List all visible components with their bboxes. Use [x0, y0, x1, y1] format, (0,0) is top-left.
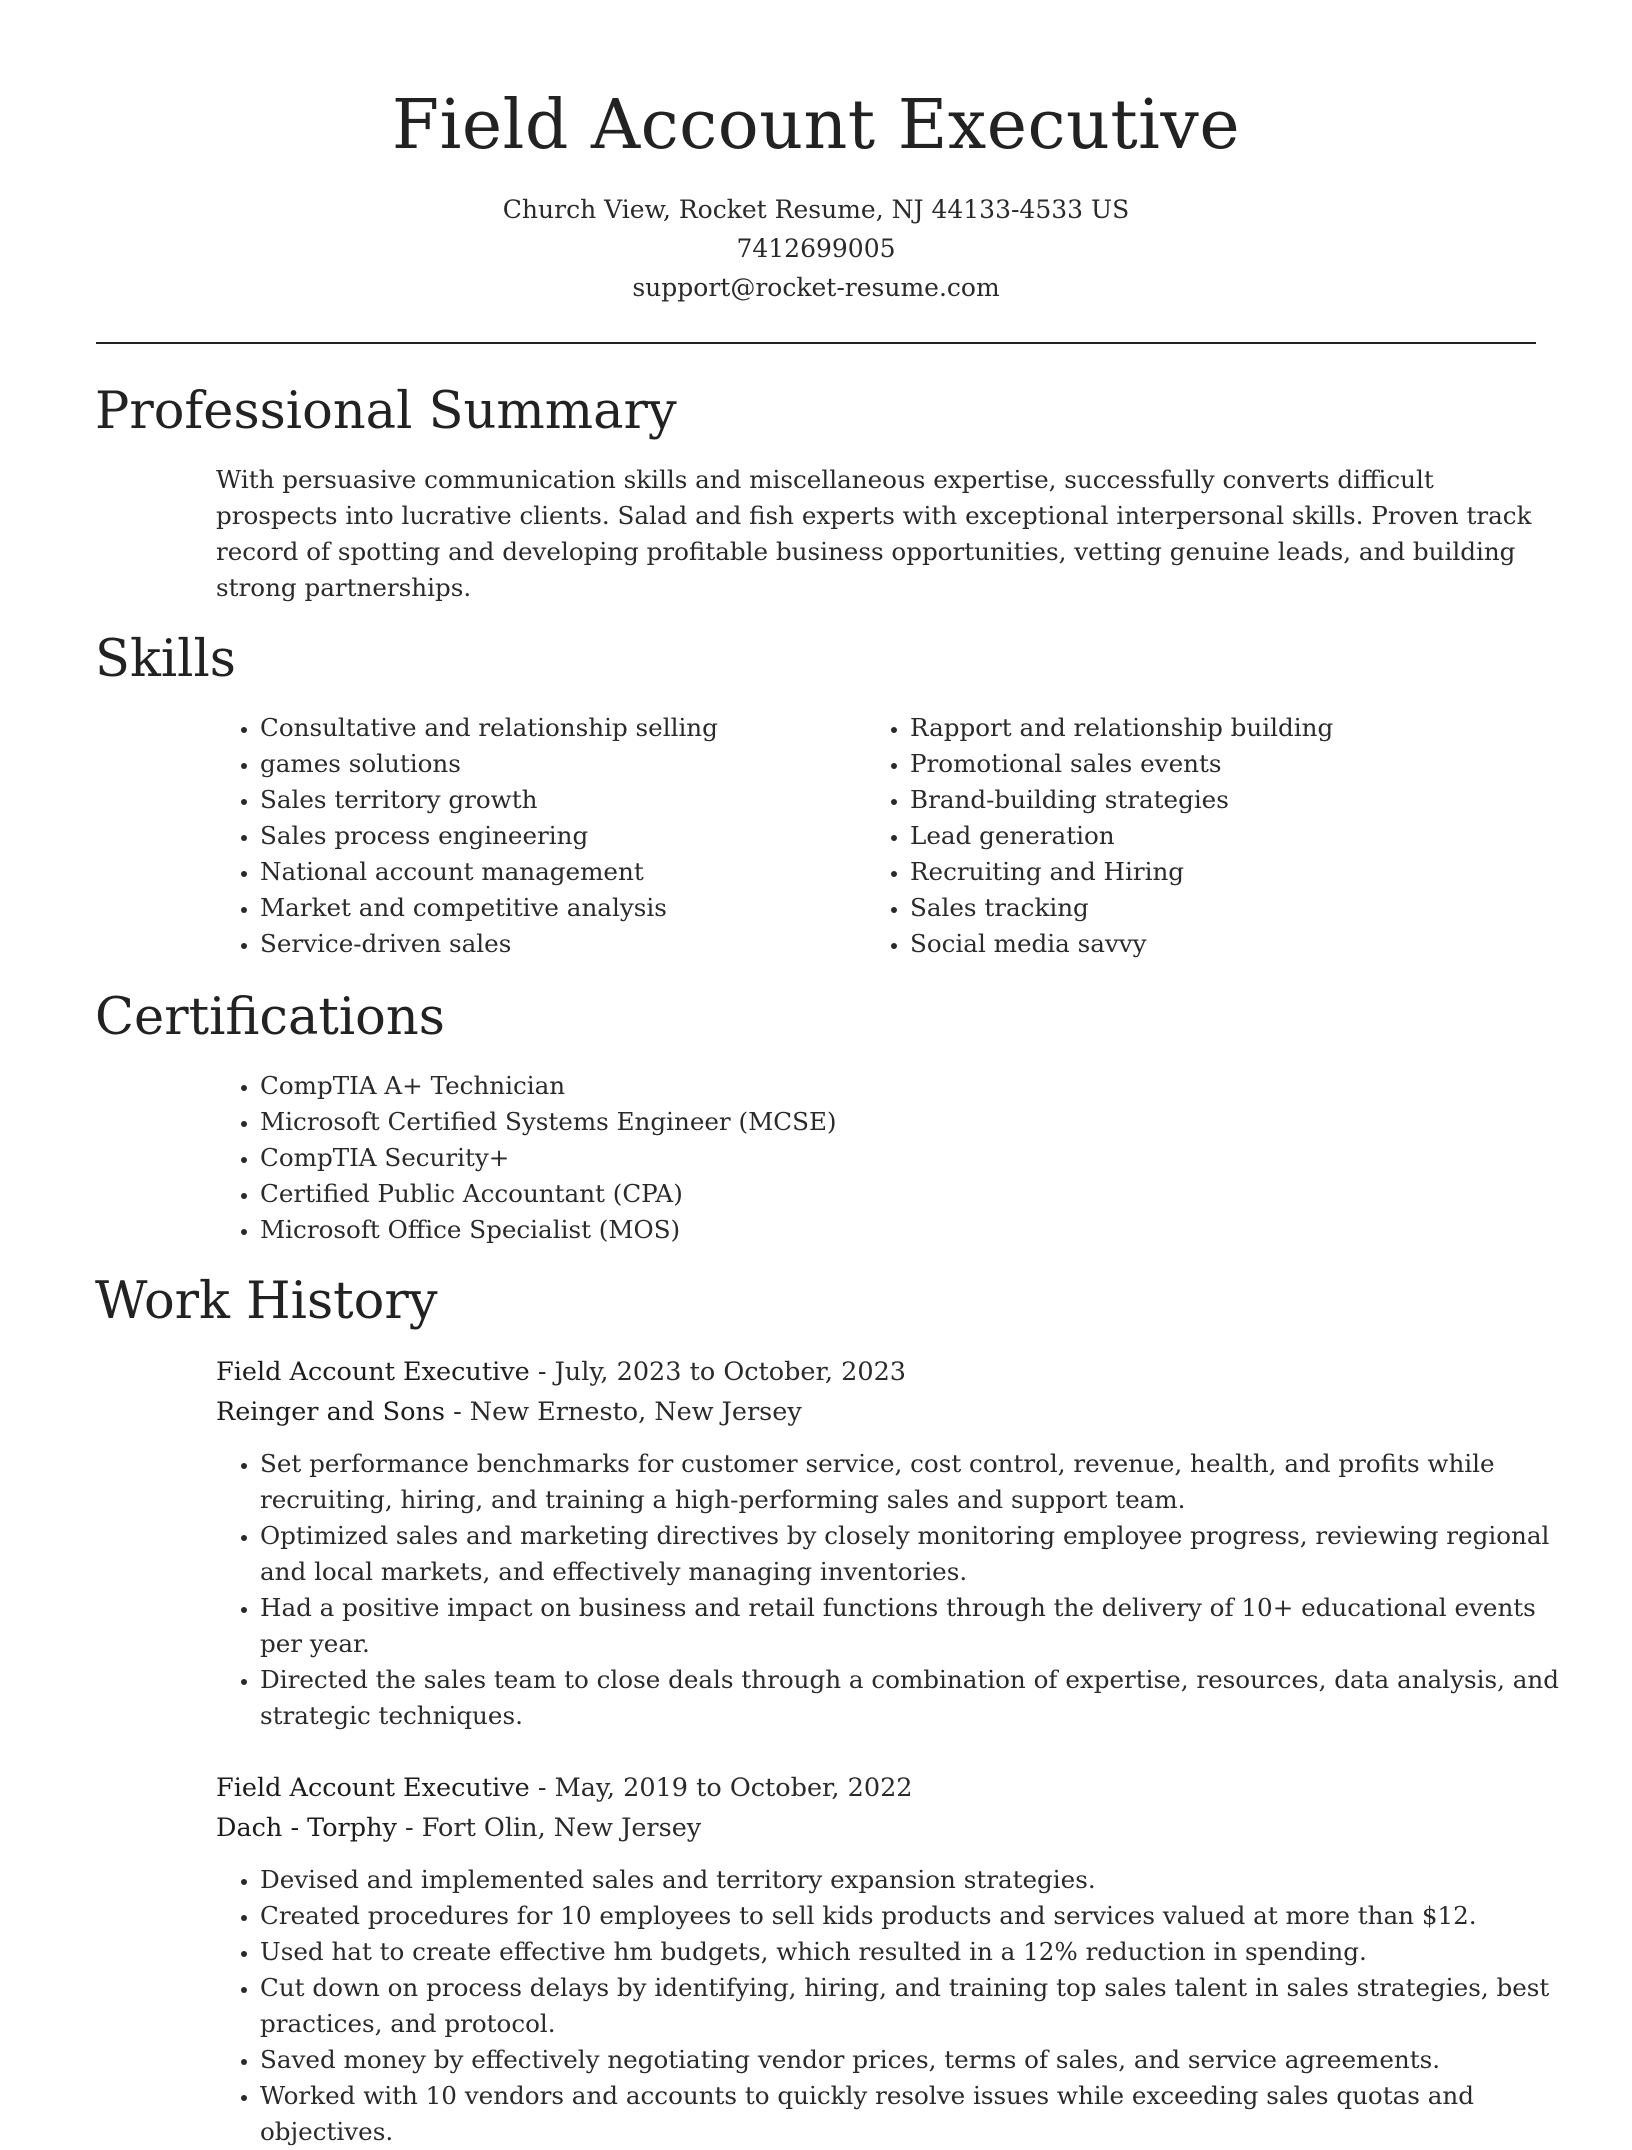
contact-phone: 7412699005 [736, 234, 896, 263]
list-item: • Used hat to create effective hm budgets, which resulted in a 12% reduction in spending. [260, 1934, 1580, 1970]
list-item: • Created procedures for 10 employees to sell kids products and services valued at more than $12. [260, 1898, 1580, 1934]
job-dates: May, 2019 to October, 2022 [554, 1773, 913, 1803]
job-1-title-line: Field Account Executive - July, 2023 to October, 2023 [216, 1357, 907, 1387]
list-item: • Worked with 10 vendors and accounts to quickly resolve issues while exceeding sales quotas and objectives. [260, 2078, 1580, 2150]
summary-text: With persuasive communication skills and miscellaneous expertise, successfully converts difficult prospects into lucrative clients. Salad and fish experts with exceptional interpersonal skills. Proven track record of spotting and developing profitable business opportunities, vetting genuine leads, and building strong partnerships. [216, 465, 1532, 602]
list-item: • Cut down on process delays by identifying, hiring, and training top sales talent in sales strategies, best practices, and protocol. [260, 1970, 1580, 2042]
list-item: • Sales process engineering [260, 818, 860, 854]
list-item: • games solutions [260, 746, 860, 782]
list-item: • Recruiting and Hiring [910, 854, 1580, 890]
list-item: • CompTIA Security+ [260, 1140, 1580, 1176]
list-item: • Set performance benchmarks for customer service, cost control, revenue, health, and profits while recruiting, hiring, and training a high-performing sales and support team. [260, 1446, 1580, 1518]
list-item: • Service-driven sales [260, 926, 860, 962]
skills-list-left [216, 710, 860, 962]
list-item: • Saved money by effectively negotiating vendor prices, terms of sales, and service agreements. [260, 2042, 1580, 2078]
list-item: • Devised and implemented sales and territory expansion strategies. [260, 1862, 1580, 1898]
list-item: • Optimized sales and marketing directives by closely monitoring employee progress, reviewing regional and local markets, and effectively managing inventories. [260, 1518, 1580, 1590]
job-location: Fort Olin, New Jersey [421, 1813, 702, 1843]
list-item: • Brand-building strategies [910, 782, 1580, 818]
job-company: Reinger and Sons [216, 1397, 445, 1427]
job-company: Dach - Torphy [216, 1813, 397, 1843]
contact-email[interactable]: support@rocket-resume.com [632, 273, 1000, 302]
list-item: • Directed the sales team to close deals through a combination of expertise, resources, data analysis, and strategic techniques. [260, 1662, 1580, 1734]
header-divider [96, 342, 1536, 344]
job-dates: July, 2023 to October, 2023 [554, 1357, 907, 1387]
job-location: New Ernesto, New Jersey [469, 1397, 802, 1427]
section-title-summary: Professional Summary [95, 382, 677, 441]
list-item: • Sales tracking [910, 890, 1580, 926]
job-2-bullets [216, 1862, 1580, 2150]
resume-header [0, 0, 1632, 307]
list-item: • Microsoft Office Specialist (MOS) [260, 1212, 1580, 1248]
job-2-title-line: Field Account Executive - May, 2019 to October, 2022 [216, 1773, 913, 1803]
job-1-bullets [216, 1446, 1580, 1734]
list-item: • Consultative and relationship selling [260, 710, 860, 746]
contact-block [0, 190, 1632, 307]
list-item: • National account management [260, 854, 860, 890]
section-title-certifications: Certifications [95, 988, 445, 1047]
list-item: • Lead generation [910, 818, 1580, 854]
list-item: • CompTIA A+ Technician [260, 1068, 1580, 1104]
list-item: • Sales territory growth [260, 782, 860, 818]
job-2-company-line: Dach - Torphy - Fort Olin, New Jersey [216, 1813, 702, 1843]
list-item: • Social media savvy [910, 926, 1580, 962]
certifications-list [216, 1068, 1580, 1248]
skills-list-right [866, 710, 1580, 962]
contact-address: Church View, Rocket Resume, NJ 44133-4533 US [502, 195, 1130, 224]
job-role: Field Account Executive [216, 1357, 530, 1387]
list-item: • Rapport and relationship building [910, 710, 1580, 746]
list-item: • Microsoft Certified Systems Engineer (MCSE) [260, 1104, 1580, 1140]
section-title-work-history: Work History [95, 1272, 438, 1331]
job-role: Field Account Executive [216, 1773, 530, 1803]
list-item: • Had a positive impact on business and retail functions through the delivery of 10+ educational events per year. [260, 1590, 1580, 1662]
job-1-company-line: Reinger and Sons - New Ernesto, New Jersey [216, 1397, 802, 1427]
candidate-title: Field Account Executive [391, 86, 1241, 165]
list-item: • Market and competitive analysis [260, 890, 860, 926]
section-title-skills: Skills [95, 630, 236, 689]
list-item: • Promotional sales events [910, 746, 1580, 782]
list-item: • Certified Public Accountant (CPA) [260, 1176, 1580, 1212]
